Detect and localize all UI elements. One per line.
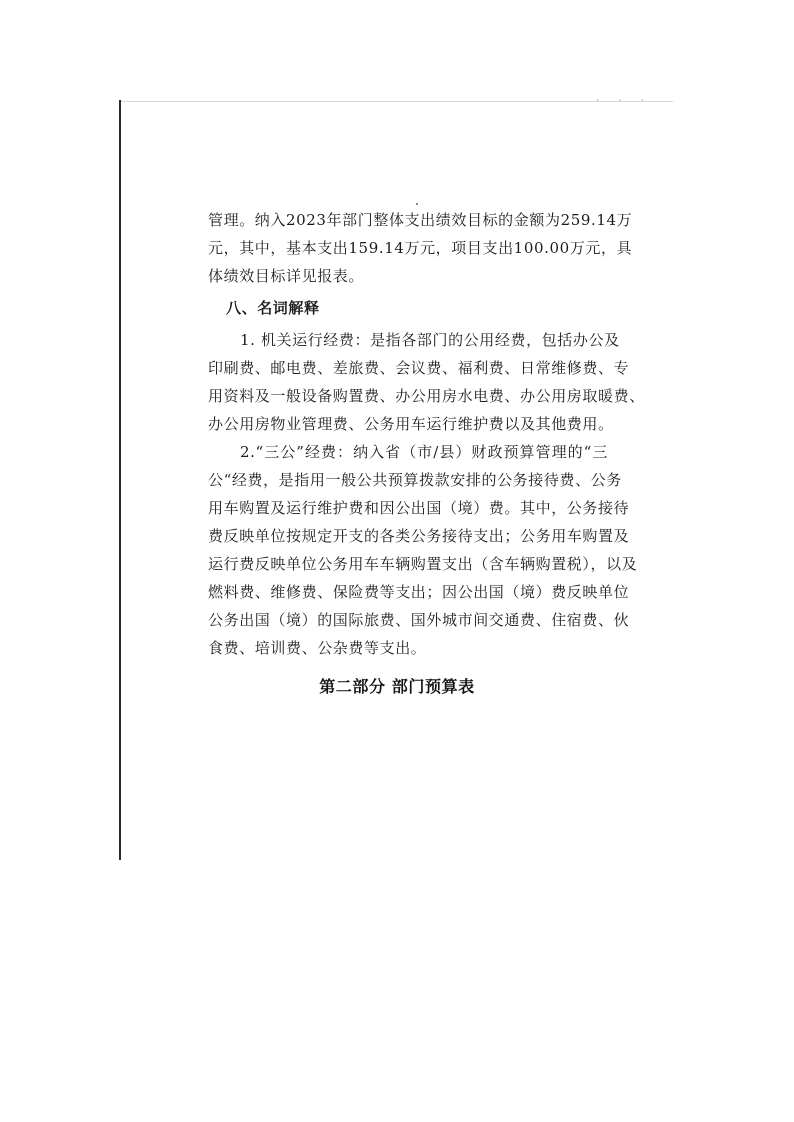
- term-2-line-5: 运行费反映单位公务用车车辆购置支出（含车辆购置税），以及: [208, 555, 638, 573]
- intro-line-2: 元，其中，基本支出159.14万元，项目支出100.00万元，具: [208, 239, 633, 257]
- term-2-line-7: 公务出国（境）的国际旅费、国外城市间交通费、住宿费、伙: [208, 611, 630, 629]
- scan-dots: · · ·: [596, 96, 652, 107]
- term-1-line-1: 1. 机关运行经费：是指各部门的公用经费，包括办公及: [240, 331, 620, 349]
- intro-line-1: 管理。纳入2023年部门整体支出绩效目标的金额为259.14万: [208, 211, 633, 229]
- scan-left-edge: [119, 100, 121, 860]
- section-heading-terms: 八、名词解释: [226, 299, 320, 317]
- term-item-1: [208, 326, 645, 438]
- term-2-line-2: 公“经费，是指用一般公共预算拨款安排的公务接待费、公务: [208, 471, 622, 489]
- intro-paragraph: [208, 206, 633, 290]
- term-1-line-2: 印刷费、邮电费、差旅费、会议费、福利费、日常维修费、专: [208, 359, 630, 377]
- term-item-2: [208, 438, 638, 662]
- term-2-line-6: 燃料费、维修费、保险费等支出；因公出国（境）费反映单位: [208, 583, 630, 601]
- term-1-line-4: 办公用房物业管理费、公务用车运行维护费以及其他费用。: [208, 415, 614, 433]
- intro-line-3: 体绩效目标详见报表。: [208, 267, 365, 285]
- part-two-title: 第二部分 部门预算表: [319, 677, 475, 696]
- term-2-line-1: 2.“三公”经费：纳入省（市/县）财政预算管理的“三: [240, 443, 608, 461]
- scan-speck: [416, 203, 418, 205]
- term-2-line-4: 费反映单位按规定开支的各类公务接待支出；公务用车购置及: [208, 527, 630, 545]
- term-2-line-3: 用车购置及运行维护费和因公出国（境）费。其中，公务接待: [208, 499, 630, 517]
- scan-top-edge: [121, 101, 673, 102]
- term-2-line-8: 食费、培训费、公杂费等支出。: [208, 639, 427, 657]
- document-body: [208, 206, 645, 662]
- term-1-line-3: 用资料及一般设备购置费、办公用房水电费、办公用房取暖费、: [208, 387, 645, 405]
